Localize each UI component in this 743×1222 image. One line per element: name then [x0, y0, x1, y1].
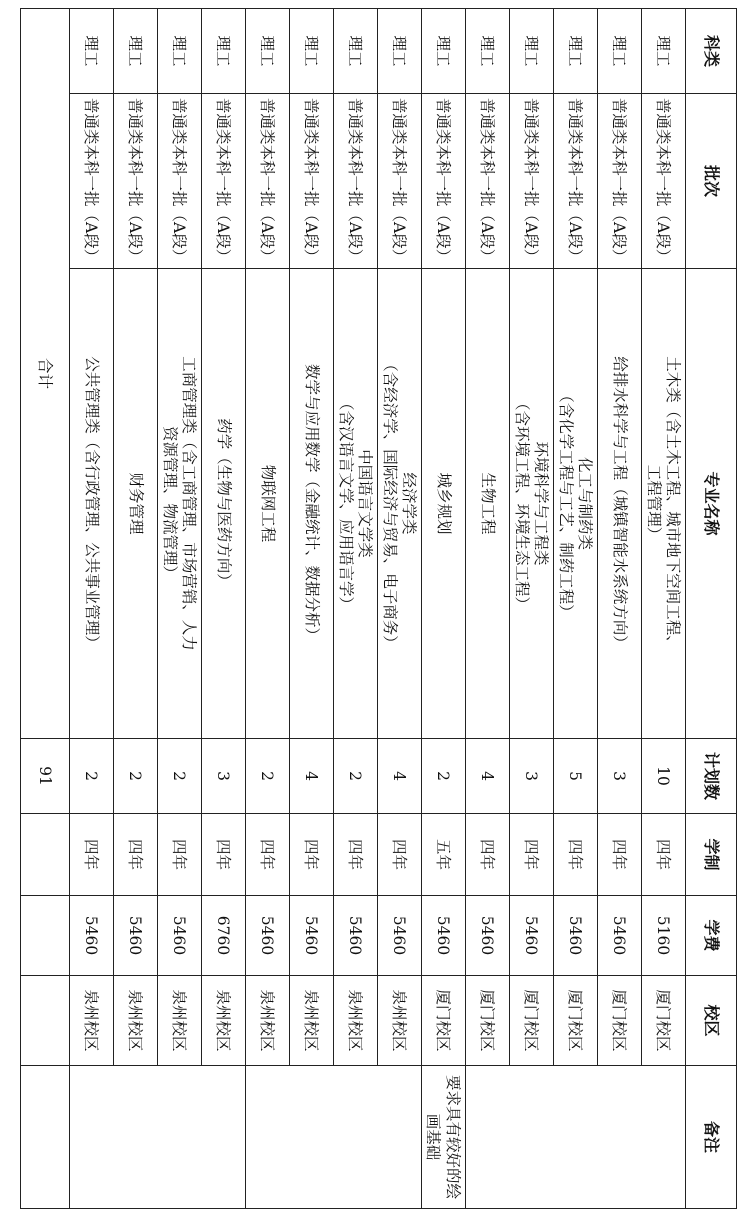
- major-line: 资源管理、物流管理）: [161, 425, 180, 581]
- cell-plan: 10: [642, 739, 686, 814]
- header-campus: 校区: [686, 976, 737, 1066]
- cell-batch: 普通类本科一批（A段）: [334, 94, 378, 269]
- cell-plan: 2: [246, 739, 290, 814]
- cell-major: [202, 269, 246, 739]
- cell-category: 理工: [246, 9, 290, 94]
- cell-fee: 5460: [378, 896, 422, 976]
- cell-note: [246, 1066, 422, 1209]
- major-line: 工程管理）: [645, 464, 664, 543]
- cell-major: [70, 269, 114, 739]
- cell-category: 理工: [466, 9, 510, 94]
- cell-plan: 2: [422, 739, 466, 814]
- major-line: （含经济学、国际经济与贸易、电子商务）: [381, 356, 400, 651]
- cell-note: [70, 1066, 246, 1209]
- cell-years: 四年: [510, 814, 554, 896]
- cell-years: 四年: [290, 814, 334, 896]
- major-line: 城乡规划: [435, 472, 453, 535]
- total-plan: 91: [21, 739, 70, 814]
- cell-plan: 4: [466, 739, 510, 814]
- major-line: 化工与制药类: [576, 456, 595, 550]
- cell-fee: 6760: [202, 896, 246, 976]
- major-line: 给排水科学与工程（城镇智能水系统方向）: [611, 356, 629, 651]
- header-note: 备注: [686, 1066, 737, 1209]
- cell-batch: 普通类本科一批（A段）: [290, 94, 334, 269]
- cell-plan: 2: [334, 739, 378, 814]
- cell-years: 四年: [378, 814, 422, 896]
- cell-batch: 普通类本科一批（A段）: [70, 94, 114, 269]
- cell-major: [334, 269, 378, 739]
- cell-fee: 5460: [466, 896, 510, 976]
- table-row: [378, 9, 422, 1209]
- cell-years: 四年: [246, 814, 290, 896]
- cell-major: [598, 269, 642, 739]
- major-line: （含化学工程与工艺、制药工程）: [557, 387, 576, 620]
- cell-years: 四年: [466, 814, 510, 896]
- cell-category: 理工: [158, 9, 202, 94]
- table-row: [554, 9, 598, 1209]
- cell-batch: 普通类本科一批（A段）: [114, 94, 158, 269]
- cell-category: 理工: [554, 9, 598, 94]
- cell-campus: 厦门校区: [422, 976, 466, 1066]
- cell-category: 理工: [290, 9, 334, 94]
- major-line: 中国语言文学类: [356, 449, 375, 558]
- major-line: 环境科学与工程类: [532, 441, 551, 566]
- cell-campus: 泉州校区: [334, 976, 378, 1066]
- cell-plan: 3: [202, 739, 246, 814]
- header-batch: 批次: [686, 94, 737, 269]
- cell-fee: 5460: [422, 896, 466, 976]
- major-line: 数学与应用数学（金融统计、数据分析）: [303, 363, 321, 643]
- cell-campus: 泉州校区: [70, 976, 114, 1066]
- header-years: 学制: [686, 814, 737, 896]
- cell-batch: 普通类本科一批（A段）: [642, 94, 686, 269]
- cell-category: 理工: [378, 9, 422, 94]
- table-row: [466, 9, 510, 1209]
- cell-category: 理工: [642, 9, 686, 94]
- cell-batch: 普通类本科一批（A段）: [246, 94, 290, 269]
- cell-major: [378, 269, 422, 739]
- cell-batch: 普通类本科一批（A段）: [422, 94, 466, 269]
- cell-note: 要求具有较好的绘画基础: [422, 1066, 466, 1209]
- table-row: [422, 9, 466, 1209]
- cell-years: 四年: [598, 814, 642, 896]
- cell-batch: 普通类本科一批（A段）: [466, 94, 510, 269]
- cell-years: 四年: [70, 814, 114, 896]
- cell-note: [466, 1066, 686, 1209]
- cell-campus: 泉州校区: [378, 976, 422, 1066]
- cell-batch: 普通类本科一批（A段）: [510, 94, 554, 269]
- cell-fee: 5460: [114, 896, 158, 976]
- cell-years: 四年: [554, 814, 598, 896]
- cell-fee: 5460: [510, 896, 554, 976]
- cell-plan: 4: [378, 739, 422, 814]
- header-plan: 计划数: [686, 739, 737, 814]
- cell-category: 理工: [598, 9, 642, 94]
- table-row: [246, 9, 290, 1209]
- cell-years: 四年: [202, 814, 246, 896]
- cell-major: [114, 269, 158, 739]
- cell-plan: 3: [510, 739, 554, 814]
- major-line: 药学（生物与医药方向）: [215, 418, 233, 589]
- cell-plan: 3: [598, 739, 642, 814]
- cell-category: 理工: [422, 9, 466, 94]
- cell-category: 理工: [202, 9, 246, 94]
- major-line: （含汉语言文学、应用语言学）: [337, 394, 356, 612]
- major-line: 生物工程: [479, 472, 497, 535]
- header-major: 专业名称: [686, 269, 737, 739]
- cell-years: 四年: [114, 814, 158, 896]
- cell-batch: 普通类本科一批（A段）: [378, 94, 422, 269]
- cell-major: [510, 269, 554, 739]
- cell-major: [466, 269, 510, 739]
- cell-fee: 5460: [246, 896, 290, 976]
- table-row: [290, 9, 334, 1209]
- table-row: [202, 9, 246, 1209]
- cell-campus: 厦门校区: [598, 976, 642, 1066]
- cell-major: [290, 269, 334, 739]
- cell-plan: 2: [114, 739, 158, 814]
- major-line: 物联网工程: [259, 464, 277, 543]
- cell-fee: 5460: [70, 896, 114, 976]
- cell-campus: 厦门校区: [642, 976, 686, 1066]
- total-empty-campus: [21, 976, 70, 1066]
- cell-plan: 4: [290, 739, 334, 814]
- header-row: [686, 9, 737, 1209]
- table-row: [334, 9, 378, 1209]
- cell-fee: 5460: [334, 896, 378, 976]
- cell-category: 理工: [510, 9, 554, 94]
- total-empty-fee: [21, 896, 70, 976]
- major-line: （含环境工程、环境生态工程）: [513, 394, 532, 612]
- header-fee: 学费: [686, 896, 737, 976]
- header-category: 科类: [686, 9, 737, 94]
- cell-campus: 泉州校区: [158, 976, 202, 1066]
- cell-batch: 普通类本科一批（A段）: [598, 94, 642, 269]
- cell-years: 四年: [334, 814, 378, 896]
- cell-campus: 厦门校区: [510, 976, 554, 1066]
- table-body: [70, 9, 686, 1209]
- total-empty-years: [21, 814, 70, 896]
- major-line: 公共管理类（含行政管理、公共事业管理）: [83, 356, 101, 651]
- table-row: [598, 9, 642, 1209]
- cell-campus: 泉州校区: [246, 976, 290, 1066]
- table-row: [158, 9, 202, 1209]
- cell-campus: 厦门校区: [554, 976, 598, 1066]
- major-line: 土木类（含土木工程、城市地下空间工程、: [664, 356, 683, 651]
- cell-plan: 5: [554, 739, 598, 814]
- cell-major: [422, 269, 466, 739]
- cell-major: [246, 269, 290, 739]
- cell-plan: 2: [70, 739, 114, 814]
- table-row: [642, 9, 686, 1209]
- cell-plan: 2: [158, 739, 202, 814]
- cell-major: [554, 269, 598, 739]
- cell-category: 理工: [70, 9, 114, 94]
- cell-category: 理工: [334, 9, 378, 94]
- cell-major: [642, 269, 686, 739]
- cell-batch: 普通类本科一批（A段）: [202, 94, 246, 269]
- major-line: 工商管理类（含工商管理、市场营销、人力: [180, 356, 199, 651]
- major-line: 财务管理: [127, 472, 145, 535]
- cell-major: [158, 269, 202, 739]
- cell-fee: 5460: [158, 896, 202, 976]
- cell-years: 四年: [642, 814, 686, 896]
- major-line: 经济学类: [400, 472, 419, 535]
- table-row: [510, 9, 554, 1209]
- cell-fee: 5460: [290, 896, 334, 976]
- total-row: [21, 9, 70, 1209]
- cell-fee: 5460: [598, 896, 642, 976]
- cell-campus: 泉州校区: [202, 976, 246, 1066]
- cell-fee: 5160: [642, 896, 686, 976]
- cell-years: 四年: [158, 814, 202, 896]
- cell-category: 理工: [114, 9, 158, 94]
- cell-fee: 5460: [554, 896, 598, 976]
- enrollment-plan-table: [20, 8, 737, 1209]
- cell-campus: 泉州校区: [290, 976, 334, 1066]
- table-row: [114, 9, 158, 1209]
- total-empty-note: [21, 1066, 70, 1209]
- cell-batch: 普通类本科一批（A段）: [554, 94, 598, 269]
- cell-campus: 厦门校区: [466, 976, 510, 1066]
- total-label: 合计: [21, 9, 70, 739]
- table-row: [70, 9, 114, 1209]
- cell-campus: 泉州校区: [114, 976, 158, 1066]
- cell-years: 五年: [422, 814, 466, 896]
- cell-batch: 普通类本科一批（A段）: [158, 94, 202, 269]
